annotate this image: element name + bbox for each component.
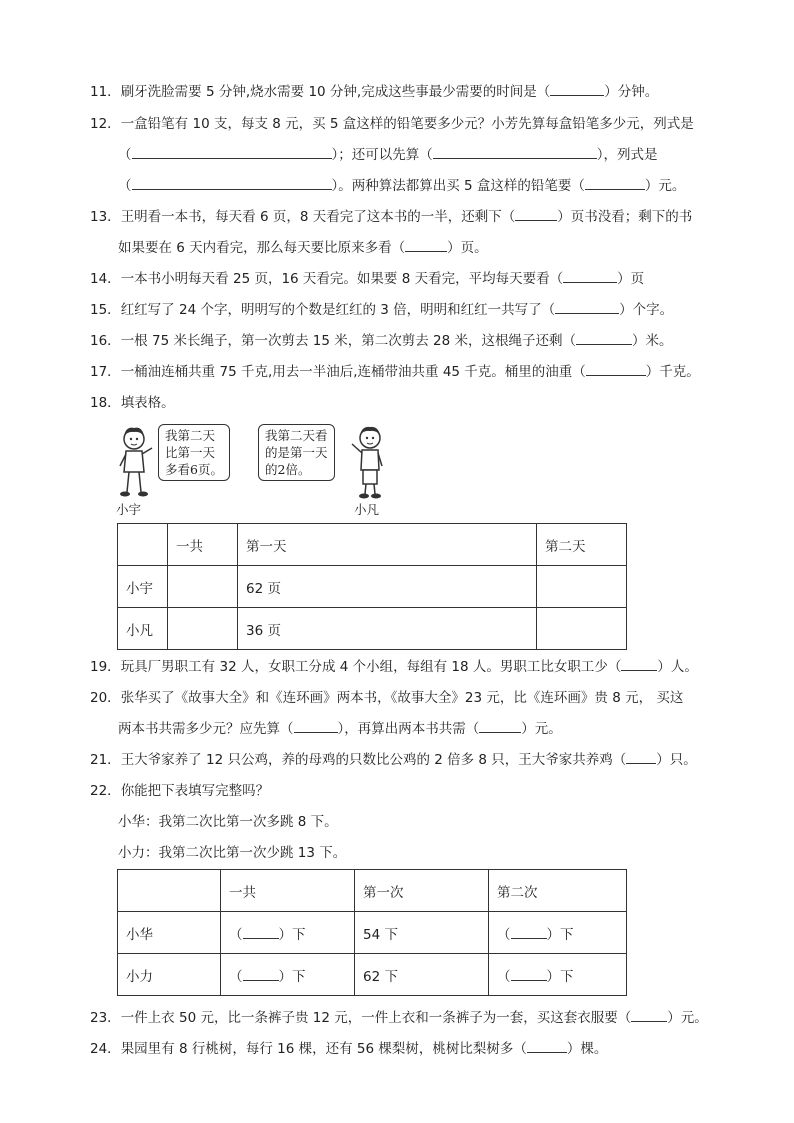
question-22-statement-1: 小华：我第二次比第一次多跳 8 下。	[118, 814, 338, 830]
boy-xiaoyu-illustration	[112, 424, 158, 502]
question-22: 22．你能把下表填写完整吗？	[90, 783, 270, 799]
answer-blank[interactable]	[585, 178, 645, 190]
table-row: 小力 （ ）下 62 下 （ ）下	[118, 954, 627, 996]
answer-blank[interactable]	[132, 147, 332, 159]
answer-cell[interactable]: （ ）下	[221, 954, 355, 996]
answer-blank[interactable]	[433, 147, 597, 159]
reading-table	[117, 523, 627, 650]
answer-blank[interactable]	[586, 364, 646, 376]
speech-bubble-xiaoyu: 我第二天 比第一天 多看6页。	[158, 424, 230, 481]
answer-blank[interactable]	[631, 1010, 667, 1022]
answer-blank[interactable]	[527, 1041, 567, 1053]
answer-blank[interactable]	[294, 721, 338, 733]
answer-cell[interactable]: （ ）下	[489, 954, 627, 996]
question-19: 19．玩具厂男职工有 32 人，女职工分成 4 个小组，每组有 18 人。男职工比女职工少（ ）人。	[90, 659, 698, 675]
table-header-row: 一共 第一次 第二次	[118, 870, 627, 912]
answer-blank[interactable]	[563, 271, 617, 283]
question-22-statement-2: 小力：我第二次比第一次少跳 13 下。	[118, 845, 347, 861]
question-21: 21．王大爷家养了 12 只公鸡，养的母鸡的只数比公鸡的 2 倍多 8 只，王大爷家共养鸡（ ）只。	[90, 752, 697, 768]
question-23: 23．一件上衣 50 元，比一条裤子贵 12 元，一件上衣和一条裤子为一套，买这套衣服要（ ）元。	[90, 1010, 708, 1026]
table-row: 小华 （ ）下 54 下 （ ）下	[118, 912, 627, 954]
question-20: 20．张华买了《故事大全》和《连环画》两本书，《故事大全》23 元，比《连环画》贵 8 元， 买这	[90, 690, 684, 706]
question-12-line-3: （ ）。两种算法都算出买 5 盒这样的铅笔要（ ）元。	[118, 178, 686, 194]
question-18: 18．填表格。	[90, 395, 175, 411]
answer-cell[interactable]	[537, 566, 627, 608]
answer-blank[interactable]	[576, 333, 632, 345]
question-12: 12．一盒铅笔有 10 支，每支 8 元，买 5 盒这样的铅笔要多少元？小芳先算每盒铅笔多少元，列式是	[90, 116, 694, 132]
table-header-row: 一共 第一天 第二天	[118, 524, 627, 566]
jump-table	[117, 869, 627, 996]
answer-blank[interactable]	[515, 209, 557, 221]
answer-blank[interactable]	[243, 927, 279, 939]
speech-bubble-xiaofan: 我第二天看 的是第一天 的2倍。	[258, 424, 335, 481]
answer-blank[interactable]	[550, 84, 604, 96]
answer-cell[interactable]	[168, 566, 238, 608]
answer-cell[interactable]: （ ）下	[221, 912, 355, 954]
question-13-line-2: 如果要在 6 天内看完，那么每天要比原来多看（ ）页。	[118, 240, 488, 256]
answer-blank[interactable]	[243, 969, 279, 981]
question-14: 14．一本书小明每天看 25 页，16 天看完。如果要 8 天看完，平均每天要看（ ）页	[90, 271, 645, 287]
answer-blank[interactable]	[511, 927, 547, 939]
answer-blank[interactable]	[511, 969, 547, 981]
name-xiaoyu: 小宇	[116, 502, 142, 517]
question-16: 16．一根 75 米长绳子，第一次剪去 15 米，第二次剪去 28 米，这根绳子还剩（ ）米。	[90, 333, 673, 349]
question-17: 17．一桶油连桶共重 75 千克,用去一半油后,连桶带油共重 45 千克。桶里的油重（ ）千克。	[90, 364, 700, 380]
name-xiaofan: 小凡	[354, 502, 380, 517]
answer-blank[interactable]	[555, 302, 619, 314]
question-12-line-2: （ ）；还可以先算（ ），列式是	[118, 147, 658, 163]
answer-blank[interactable]	[405, 240, 447, 252]
answer-blank[interactable]	[479, 721, 521, 733]
question-11: 11．刷牙洗脸需要 5 分钟,烧水需要 10 分钟,完成这些事最少需要的时间是（ ）分钟。	[90, 84, 659, 100]
question-13: 13．王明看一本书，每天看 6 页，8 天看完了这本书的一半，还剩下（ ）页书没看；剩下的书	[90, 209, 693, 225]
answer-cell[interactable]: （ ）下	[489, 912, 627, 954]
answer-blank[interactable]	[132, 178, 332, 190]
question-15: 15．红红写了 24 个字，明明写的个数是红红的 3 倍，明明和红红一共写了（ ）个字。	[90, 302, 674, 318]
answer-blank[interactable]	[626, 752, 656, 764]
answer-cell[interactable]	[537, 608, 627, 650]
answer-blank[interactable]	[621, 659, 657, 671]
table-row: 小宇 62 页	[118, 566, 627, 608]
question-24: 24．果园里有 8 行桃树，每行 16 棵，还有 56 棵梨树，桃树比梨树多（ ）棵。	[90, 1041, 608, 1057]
boy-xiaofan-illustration	[346, 424, 392, 502]
answer-cell[interactable]	[168, 608, 238, 650]
question-20-line-2: 两本书共需多少元？应先算（ ），再算出两本书共需（ ）元。	[118, 721, 562, 737]
table-row: 小凡 36 页	[118, 608, 627, 650]
